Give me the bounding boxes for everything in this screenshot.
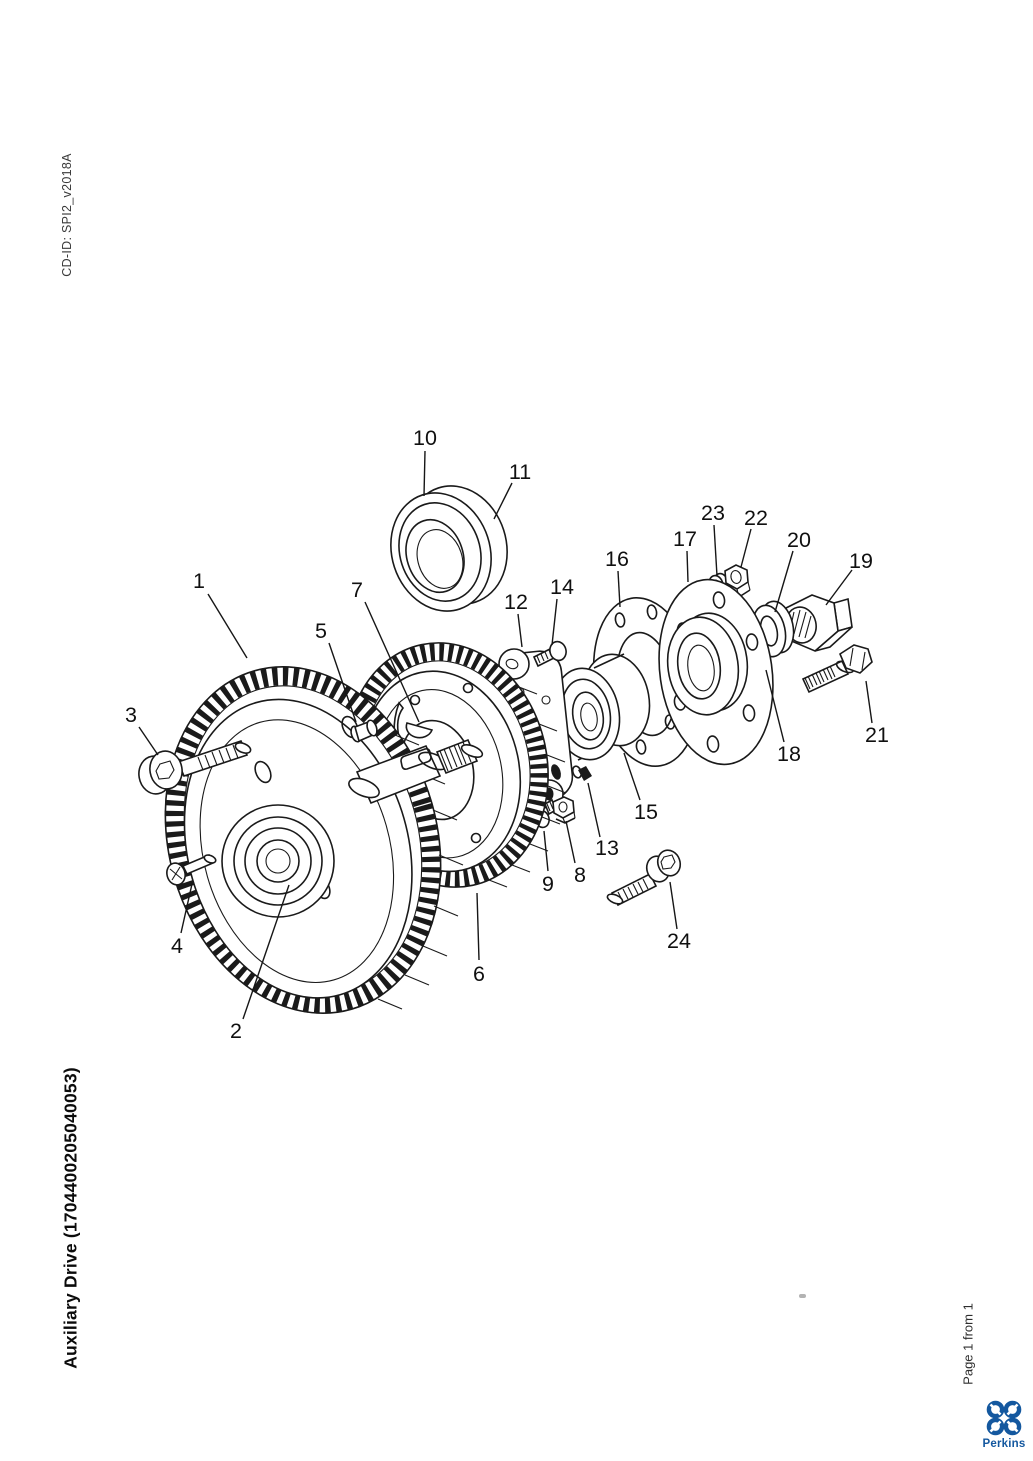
callout-number-7: 7 [351, 578, 363, 602]
callout-number-23: 23 [701, 501, 725, 525]
callout-number-14: 14 [550, 575, 574, 599]
callout-number-6: 6 [473, 962, 485, 986]
callout-number-20: 20 [787, 528, 811, 552]
callout-leader-12 [518, 614, 522, 647]
brand-block [978, 1400, 1030, 1450]
callout-leader-23 [714, 525, 717, 576]
callout-number-8: 8 [574, 863, 586, 887]
callout-leader-13 [588, 783, 600, 837]
part-nut-8 [553, 797, 575, 823]
perkins-logo-icon [985, 1400, 1023, 1437]
callout-number-15: 15 [634, 800, 658, 824]
callout-leader-22 [741, 529, 751, 567]
callout-leader-6 [477, 893, 479, 960]
callout-number-16: 16 [605, 547, 629, 571]
callout-number-24: 24 [667, 929, 691, 953]
callout-leader-14 [552, 599, 557, 645]
callout-number-18: 18 [777, 742, 801, 766]
part-bearing-ring-10-11 [376, 473, 522, 624]
callout-leader-16 [618, 571, 620, 607]
callout-leader-17 [687, 551, 688, 582]
callout-leader-24 [670, 882, 677, 929]
callout-number-3: 3 [125, 703, 137, 727]
callout-number-17: 17 [673, 527, 697, 551]
callout-number-1: 1 [193, 569, 205, 593]
callout-number-10: 10 [413, 426, 437, 450]
callout-number-12: 12 [504, 590, 528, 614]
part-stud-13 [571, 765, 592, 781]
cd-id-label: CD-ID: SPI2_v2018A [60, 153, 74, 277]
callout-leader-8 [566, 821, 575, 863]
callout-number-5: 5 [315, 619, 327, 643]
callout-leader-1 [208, 594, 247, 658]
callout-leader-3 [139, 727, 158, 755]
callout-leader-10 [424, 451, 425, 496]
callout-number-2: 2 [230, 1019, 242, 1043]
brand-name: Perkins [982, 1438, 1026, 1450]
page-title: Auxiliary Drive (1704400205040053) [60, 1067, 81, 1369]
part-bolt-21 [803, 645, 872, 692]
callout-leader-20 [775, 551, 793, 612]
part-gear-hub-2 [222, 805, 334, 917]
callout-leader-11 [494, 483, 512, 519]
callout-number-22: 22 [744, 506, 768, 530]
callout-number-13: 13 [595, 836, 619, 860]
callout-number-4: 4 [171, 934, 183, 958]
callout-number-11: 11 [508, 460, 532, 484]
page-number-label: Page 1 from 1 [960, 1303, 976, 1385]
callout-number-21: 21 [865, 723, 889, 747]
callout-number-9: 9 [542, 872, 554, 896]
callout-leader-21 [866, 681, 872, 723]
callout-number-19: 19 [849, 549, 873, 573]
